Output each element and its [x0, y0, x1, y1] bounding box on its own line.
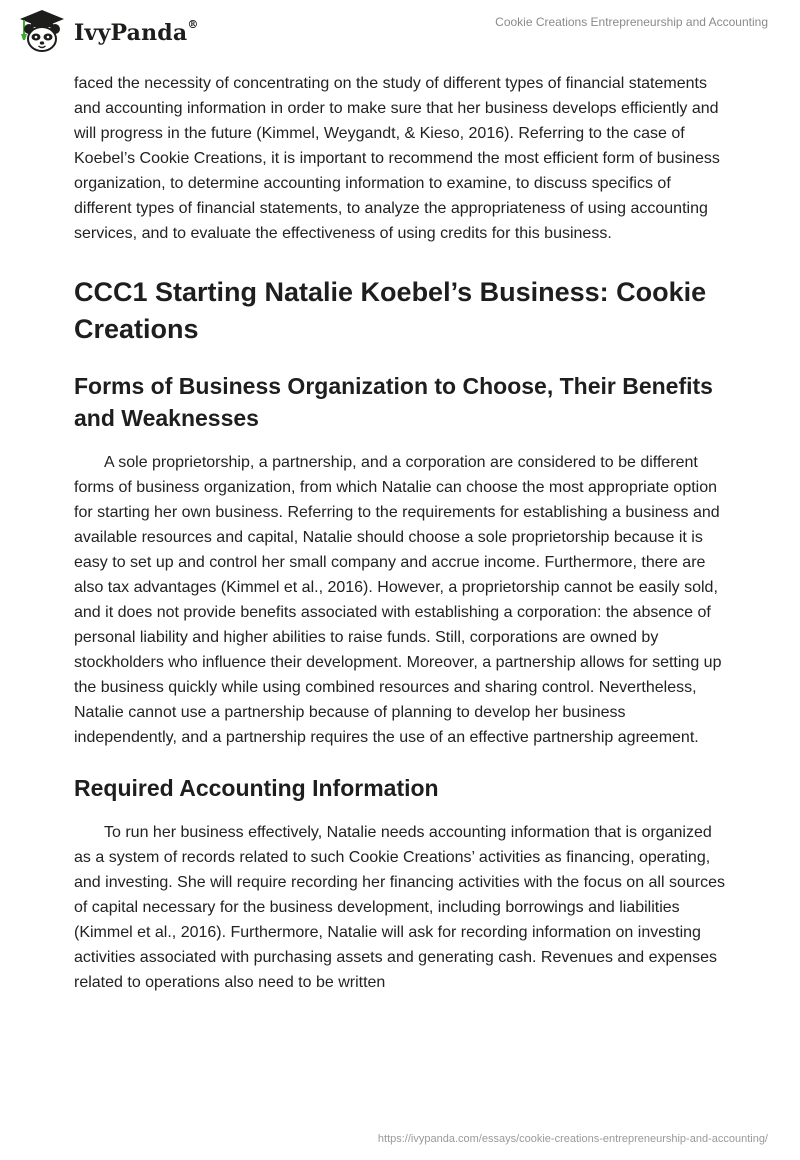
ivypanda-logo[interactable]	[16, 8, 199, 54]
accounting-information-paragraph: To run her business effectively, Natalie needs accounting information that is organized as a system of records related to such Cookie Creations’ activities as financing, operating, and investing. She will require recording her financing activities with the focus on all sources of capital necessary for the business development, including borrowings and liabilities (Kimmel et al., 2016). Furthermore, Natalie will ask for recording information on investing activities associated with purchasing assets and generating cash. Revenues and expenses related to operations also need to be written	[74, 824, 726, 991]
article-body	[74, 71, 730, 995]
panda-graduate-icon	[16, 8, 68, 54]
section-heading-ccc1: CCC1 Starting Natalie Koebel’s Business: Cookie Creations	[74, 277, 707, 344]
subheading-accounting-information: Required Accounting Information	[74, 775, 439, 801]
logo-wordmark: IvyPanda®	[74, 18, 199, 46]
page-header	[0, 0, 800, 64]
document-title: Cookie Creations Entrepreneurship and Accounting	[495, 15, 768, 29]
source-url[interactable]: https://ivypanda.com/essays/cookie-creations-entrepreneurship-and-accounting/	[377, 1133, 768, 1145]
subheading-business-organization: Forms of Business Organization to Choose, Their Benefits and Weaknesses	[74, 373, 713, 431]
business-organization-paragraph: A sole proprietorship, a partnership, and a corporation are considered to be different forms of business organization, from which Natalie can choose the most appropriate option for starting her own business. Referring to the requirements for establishing a business and available resources and capital, Natalie should choose a sole proprietorship because it is easy to set up and control her small company and accrue income. Furthermore, there are also tax advantages (Kimmel et al., 2016). However, a proprietorship cannot be easily sold, and it does not provide benefits associated with establishing a corporation: the absence of personal liability and higher abilities to raise funds. Still, corporations are owned by stockholders who influence their development. Moreover, a partnership allows for setting up the business quickly while using combined resources and sharing control. Nevertheless, Natalie cannot use a partnership because of planning to develop her business independently, and a partnership requires the use of an effective partnership agreement.	[74, 454, 722, 746]
intro-paragraph: faced the necessity of concentrating on the study of different types of financial statements and accounting information in order to make sure that her business develops efficiently and will progress in the future (Kimmel, Weygandt, & Kieso, 2016). Referring to the case of Koebel’s Cookie Creations, it is important to recommend the most efficient form of business organization, to determine accounting information to examine, to discuss specifics of different types of financial statements, to analyze the appropriateness of using accounting services, and to evaluate the effectiveness of using credits for this business.	[74, 75, 720, 242]
